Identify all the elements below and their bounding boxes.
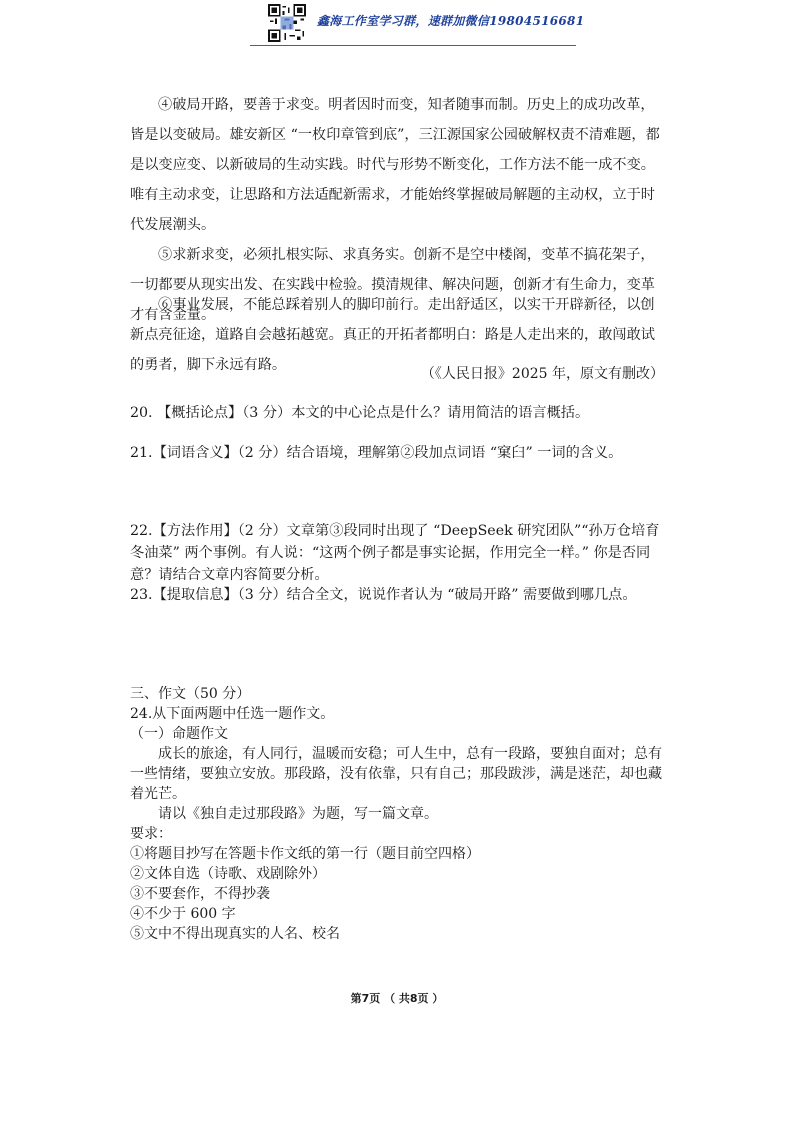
requirement-item: ①将题目抄写在答题卡作文纸的第一行（题目前空四格） <box>130 846 480 862</box>
composition-question-24: 24.从下面两题中任选一题作文。 <box>130 706 335 722</box>
article-paragraph-6: ⑥事业发展，不能总踩着别人的脚印前行。走出舒适区，以实干开辟新径，以创新点亮征途，道路自会越拓越宽。真正的开拓者都明白：路是人走出来的，敢闯敢试的勇者，脚下永远有路。 <box>130 297 655 373</box>
header-divider <box>250 45 576 46</box>
question-21: 21.【词语含义】（2 分）结合语境，理解第②段加点词语 “窠臼” 一词的含义。 <box>130 445 623 461</box>
page-number: 第7页 （ 共8页 ） <box>350 992 444 1005</box>
question-23: 23.【提取信息】（3 分）结合全文，说说作者认为 “破局开路” 需要做到哪几点。 <box>130 587 637 603</box>
composition-section-title: 三、作文（50 分） <box>130 686 251 702</box>
article-source: （《人民日报》2025 年，原文有删改） <box>420 366 664 382</box>
question-20: 20. 【概括论点】（3 分）本文的中心论点是什么？请用简洁的语言概括。 <box>130 405 590 421</box>
requirement-item: ⑤文中不得出现真实的人名、校名 <box>130 926 340 942</box>
page-header <box>250 0 585 46</box>
composition-option-1: （一）命题作文 <box>130 726 228 742</box>
composition-instruction: 请以《独自走过那段路》为题，写一篇文章。 <box>158 806 438 822</box>
requirements-label: 要求： <box>130 826 172 842</box>
question-22: 22.【方法作用】（2 分）文章第③段同时出现了 “DeepSeek 研究团队”“孙万仓培育冬油菜” 两个事例。有人说：“这两个例子都是事实论据，作用完全一样。” 你是否同意？请结合文章内容简要分析。 <box>130 523 660 583</box>
requirement-item: ③不要套作，不得抄袭 <box>130 886 270 902</box>
header-banner-text: 鑫海工作室学习群，速群加微信19804516681 <box>317 14 585 28</box>
article-paragraph-4: ④破局开路，要善于求变。明者因时而变，知者随事而制。历史上的成功改革，皆是以变破局。雄安新区 “一枚印章管到底”，三江源国家公园破解权责不清难题，都是以变应变、以新破局的生动实践。时代与形势不断变化，工作方法不能一成不变。唯有主动求变，让思路和方法适配新需求，才能始终掌握破局解题的主动权，立于时代发展潮头。 <box>130 97 660 233</box>
requirement-item: ④不少于 600 字 <box>130 906 236 922</box>
article-paragraph-5: ⑤求新求变，必须扎根实际、求真务实。创新不是空中楼阁，变革不搞花架子，一切都要从现实出发、在实践中检验。摸清规律、解决问题，创新才有生命力，变革才有含金量。 <box>130 247 655 323</box>
requirement-item: ②文体自选（诗歌、戏剧除外） <box>130 866 326 882</box>
qr-code-icon <box>268 4 306 42</box>
composition-prompt: 成长的旅途，有人同行，温暖而安稳；可人生中，总有一段路，要独自面对；总有一些情绪，要独立安放。那段路，没有依靠，只有自己；那段跋涉，满是迷茫，却也藏着光芒。 <box>130 746 662 802</box>
